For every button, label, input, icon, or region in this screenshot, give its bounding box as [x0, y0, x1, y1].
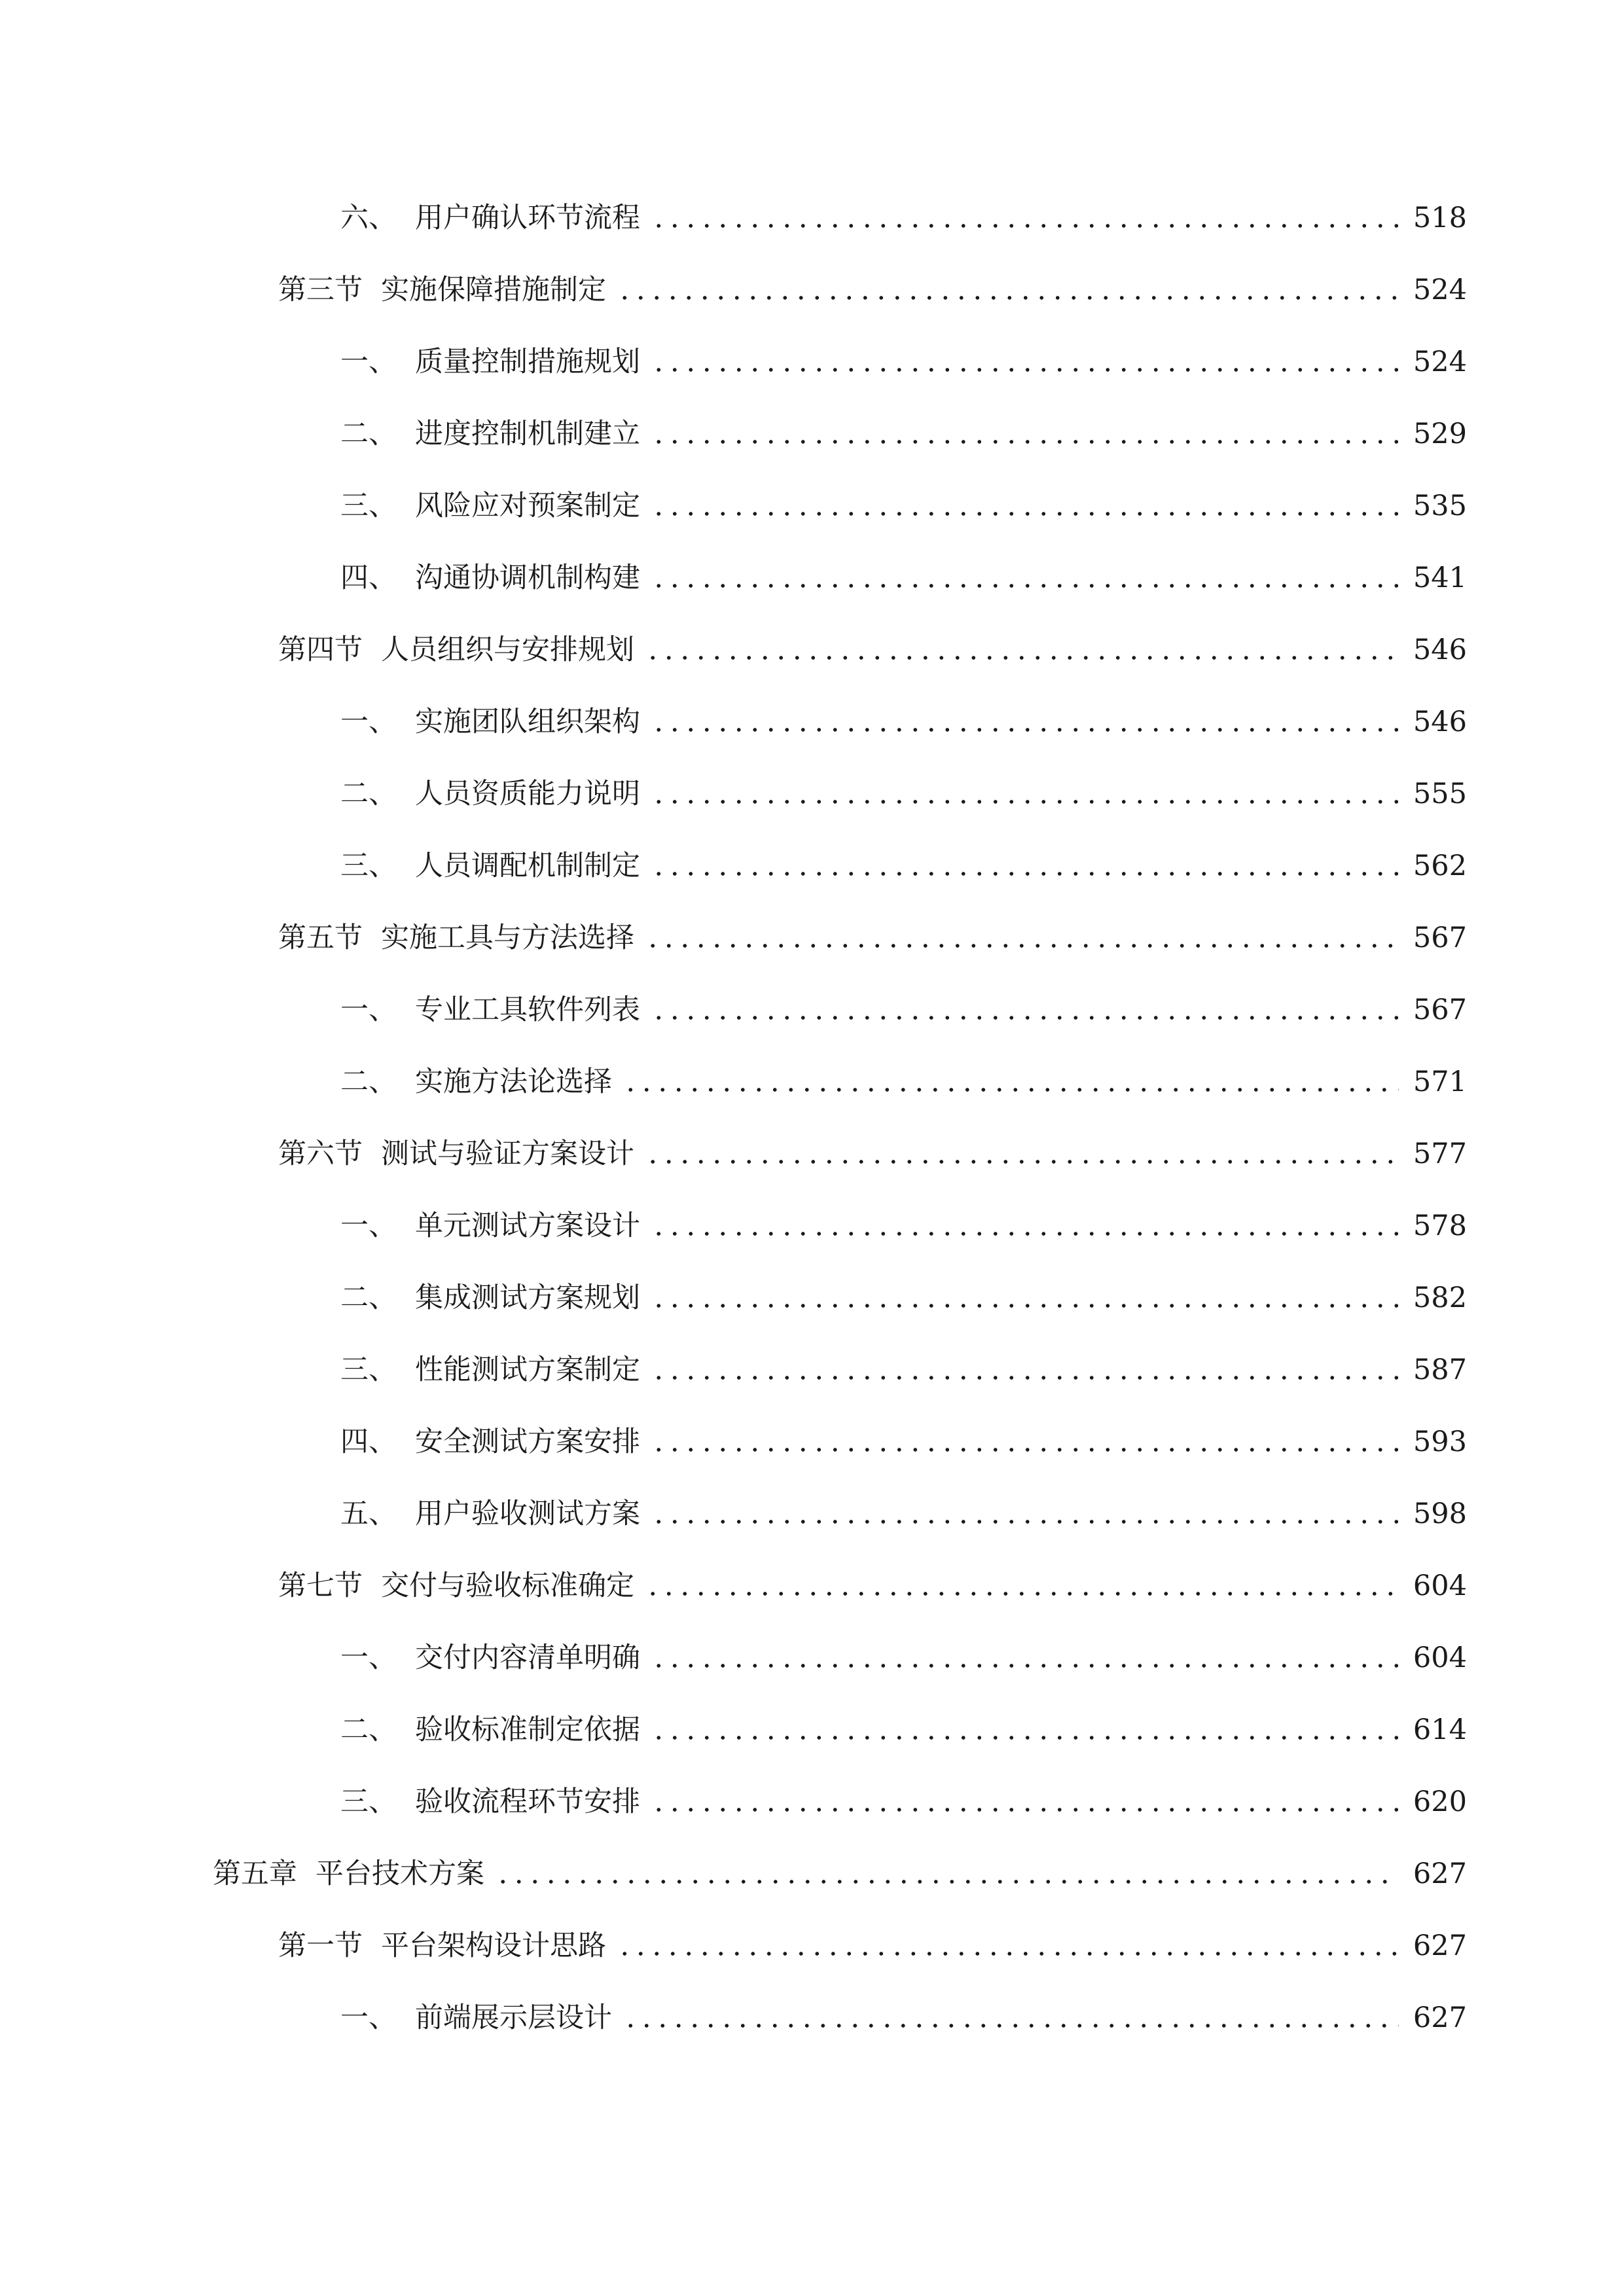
toc-entry-title: 沟通协调机制构建 — [415, 562, 640, 594]
dot-leader — [645, 1159, 1399, 1164]
dot-leader — [651, 1735, 1399, 1740]
toc-entry-title: 用户验收测试方案 — [415, 1498, 640, 1530]
toc-entry-title: 交付内容清单明确 — [415, 1641, 640, 1674]
dot-leader — [617, 1951, 1399, 1956]
toc-entry-number: 第七节 — [278, 1570, 363, 1602]
toc-entry-number: 三、 — [340, 1785, 397, 1818]
dot-leader — [651, 1663, 1399, 1668]
toc-entry-page: 546 — [1413, 706, 1467, 738]
toc-entry-number: 二、 — [340, 1282, 397, 1314]
dot-leader — [651, 727, 1399, 732]
toc-entry-number: 二、 — [340, 418, 397, 450]
toc-entry[interactable] — [340, 1995, 1467, 2041]
toc-entry-page: 604 — [1413, 1570, 1467, 1602]
toc-entry-number: 三、 — [340, 490, 397, 522]
toc-entry-title: 实施团队组织架构 — [415, 706, 640, 738]
toc-entry-number: 五、 — [340, 1498, 397, 1530]
toc-entry[interactable] — [213, 1851, 1467, 1897]
toc-entry-number: 第三节 — [278, 274, 363, 306]
toc-entry-page: 593 — [1413, 1426, 1467, 1458]
dot-leader — [617, 295, 1399, 300]
toc-entry-title: 用户确认环节流程 — [415, 202, 640, 234]
toc-entry[interactable] — [340, 1419, 1467, 1465]
dot-leader — [651, 1375, 1399, 1380]
toc-entry-number: 二、 — [340, 1713, 397, 1746]
dot-leader — [651, 439, 1399, 444]
toc-entry-number: 一、 — [340, 706, 397, 738]
toc-entry-title: 进度控制机制建立 — [415, 418, 640, 450]
dot-leader — [651, 871, 1399, 876]
toc-entry[interactable] — [340, 771, 1467, 817]
toc-entry-title: 测试与验证方案设计 — [381, 1138, 634, 1170]
toc-entry[interactable] — [340, 1059, 1467, 1105]
toc-entry-page: 541 — [1413, 562, 1467, 594]
dot-leader — [651, 1015, 1399, 1020]
dot-leader — [651, 1447, 1399, 1452]
toc-entry[interactable] — [340, 1203, 1467, 1249]
toc-entry-title: 人员组织与安排规划 — [381, 634, 634, 666]
toc-entry-page: 529 — [1413, 418, 1467, 450]
toc-entry-number: 二、 — [340, 778, 397, 810]
toc-entry-title: 性能测试方案制定 — [415, 1354, 640, 1386]
toc-entry-page: 555 — [1413, 778, 1467, 810]
toc-entry-number: 一、 — [340, 994, 397, 1026]
toc-entry-title: 验收流程环节安排 — [415, 1785, 640, 1818]
toc-entry[interactable] — [340, 1491, 1467, 1537]
toc-entry-page: 578 — [1413, 1210, 1467, 1242]
toc-entry-number: 第六节 — [278, 1138, 363, 1170]
dot-leader — [651, 1303, 1399, 1308]
toc-entry[interactable] — [278, 627, 1467, 673]
toc-entry[interactable] — [340, 1635, 1467, 1681]
toc-entry[interactable] — [340, 339, 1467, 385]
dot-leader — [651, 1519, 1399, 1524]
toc-entry[interactable] — [340, 411, 1467, 457]
toc-entry-title: 前端展示层设计 — [415, 2001, 612, 2034]
toc-entry[interactable] — [340, 699, 1467, 745]
toc-entry-title: 集成测试方案规划 — [415, 1282, 640, 1314]
dot-leader — [645, 943, 1399, 948]
toc-entry-page: 587 — [1413, 1354, 1467, 1386]
toc-entry[interactable] — [278, 915, 1467, 961]
dot-leader — [645, 655, 1399, 660]
toc-entry[interactable] — [340, 195, 1467, 241]
toc-entry-number: 六、 — [340, 202, 397, 234]
toc-entry-number: 第一节 — [278, 1929, 363, 1962]
toc-entry-number: 一、 — [340, 1641, 397, 1674]
toc-entry-page: 598 — [1413, 1498, 1467, 1530]
dot-leader — [651, 367, 1399, 372]
toc-entry[interactable] — [340, 1779, 1467, 1825]
toc-entry[interactable] — [340, 1275, 1467, 1321]
toc-entry-number: 一、 — [340, 1210, 397, 1242]
dot-leader — [651, 1231, 1399, 1236]
dot-leader — [651, 583, 1399, 588]
toc-entry-number: 第五章 — [213, 1857, 297, 1890]
toc-entry-page: 571 — [1413, 1066, 1467, 1098]
dot-leader — [651, 799, 1399, 804]
toc-entry-title: 验收标准制定依据 — [415, 1713, 640, 1746]
dot-leader — [645, 1591, 1399, 1596]
toc-entry-number: 第五节 — [278, 922, 363, 954]
toc-entry-number: 二、 — [340, 1066, 397, 1098]
toc-entry[interactable] — [340, 483, 1467, 529]
toc-entry[interactable] — [340, 843, 1467, 889]
toc-entry-number: 四、 — [340, 562, 397, 594]
toc-entry-number: 三、 — [340, 1354, 397, 1386]
toc-entry[interactable] — [340, 555, 1467, 601]
dot-leader — [495, 1879, 1399, 1884]
toc-entry-number: 一、 — [340, 346, 397, 378]
toc-entry-title: 单元测试方案设计 — [415, 1210, 640, 1242]
toc-entry-page: 577 — [1413, 1138, 1467, 1170]
toc-entry-title: 交付与验收标准确定 — [381, 1570, 634, 1602]
toc-entry-title: 风险应对预案制定 — [415, 490, 640, 522]
dot-leader — [651, 1807, 1399, 1812]
toc-entry[interactable] — [278, 267, 1467, 313]
toc-entry-page: 524 — [1413, 274, 1467, 306]
toc-entry[interactable] — [278, 1923, 1467, 1969]
toc-entry-page: 627 — [1413, 2001, 1467, 2034]
toc-entry-page: 627 — [1413, 1857, 1467, 1890]
toc-entry-title: 安全测试方案安排 — [415, 1426, 640, 1458]
toc-entry-page: 518 — [1413, 202, 1467, 234]
toc-entry-page: 614 — [1413, 1713, 1467, 1746]
toc-entry-number: 第四节 — [278, 634, 363, 666]
toc-entry-page: 535 — [1413, 490, 1467, 522]
toc-entry-page: 582 — [1413, 1282, 1467, 1314]
toc-entry-number: 一、 — [340, 2001, 397, 2034]
toc-entry-title: 实施保障措施制定 — [381, 274, 606, 306]
toc-entry-page: 567 — [1413, 922, 1467, 954]
toc-entry-title: 人员调配机制制定 — [415, 850, 640, 882]
dot-leader — [623, 2023, 1399, 2028]
toc-entry-title: 平台技术方案 — [316, 1857, 484, 1890]
toc-entry[interactable] — [340, 1707, 1467, 1753]
toc-entry-number: 三、 — [340, 850, 397, 882]
toc-entry-title: 质量控制措施规划 — [415, 346, 640, 378]
toc-entry-title: 实施工具与方法选择 — [381, 922, 634, 954]
dot-leader — [651, 511, 1399, 516]
toc-entry-number: 四、 — [340, 1426, 397, 1458]
toc-entry[interactable] — [340, 987, 1467, 1033]
toc-entry-page: 567 — [1413, 994, 1467, 1026]
toc-entry[interactable] — [278, 1563, 1467, 1609]
toc-entry-page: 620 — [1413, 1785, 1467, 1818]
dot-leader — [651, 223, 1399, 228]
toc-entry-title: 实施方法论选择 — [415, 1066, 612, 1098]
toc-entry-title: 平台架构设计思路 — [381, 1929, 606, 1962]
toc-entry-page: 604 — [1413, 1641, 1467, 1674]
toc-entry[interactable] — [278, 1131, 1467, 1177]
toc-entry-page: 627 — [1413, 1929, 1467, 1962]
toc-entry-page: 546 — [1413, 634, 1467, 666]
toc-entry-title: 人员资质能力说明 — [415, 778, 640, 810]
toc-entry[interactable] — [340, 1347, 1467, 1393]
toc-entry-title: 专业工具软件列表 — [415, 994, 640, 1026]
dot-leader — [623, 1087, 1399, 1092]
toc-entry-page: 524 — [1413, 346, 1467, 378]
toc-entry-page: 562 — [1413, 850, 1467, 882]
